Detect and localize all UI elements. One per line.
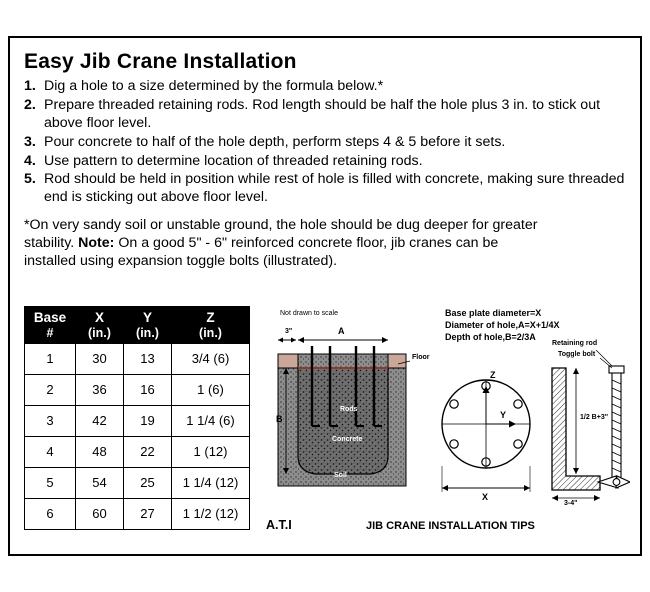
table-body — [25, 343, 250, 529]
step-text: Rod should be held in position while rest of hole is filled with concrete, making sure threaded end is sticking out above floor level. — [44, 171, 625, 206]
column-header-x-main: X — [94, 310, 104, 325]
step-number: 1. — [24, 78, 36, 94]
cell-base: 4 — [25, 436, 76, 467]
formula-base-plate-diameter: Base plate diameter=X — [445, 308, 542, 318]
label-circle-y: Y — [500, 410, 507, 420]
column-header-y-sub: (in.) — [136, 325, 159, 340]
label-half-b-plus-3: 1/2 B+3" — [580, 414, 609, 421]
page-title: Easy Jib Crane Installation — [24, 50, 297, 73]
column-header-base-sub: # — [46, 325, 54, 340]
cell-z: 1 1/4 (6) — [172, 405, 250, 436]
label-hole-depth-b: B — [276, 414, 283, 424]
step-item — [24, 171, 626, 207]
toggle-bolt-detail — [552, 350, 630, 501]
label-concrete: Concrete — [332, 436, 363, 443]
label-retaining-rod: Retaining rod — [552, 340, 598, 347]
column-header-base — [25, 307, 76, 344]
step-number: 5. — [24, 171, 36, 188]
cell-z: 1 (6) — [172, 374, 250, 405]
brand-label: A.T.I — [266, 518, 292, 532]
column-header-y-main: Y — [143, 310, 153, 325]
cell-base: 5 — [25, 467, 76, 498]
footnote-line-3: installed using expansion toggle bolts (illustrated). — [24, 253, 338, 270]
table-row — [25, 405, 250, 436]
cell-x: 30 — [75, 343, 123, 374]
lower-section — [24, 306, 630, 546]
cell-y: 16 — [124, 374, 172, 405]
cell-y: 22 — [124, 436, 172, 467]
cell-y: 27 — [124, 498, 172, 529]
table-row — [25, 374, 250, 405]
formula-hole-depth: Depth of hole,B=2/3A — [445, 332, 536, 342]
label-rods: Rods — [340, 406, 358, 413]
cell-y: 13 — [124, 343, 172, 374]
cell-base: 2 — [25, 374, 76, 405]
cell-z: 1 1/4 (12) — [172, 467, 250, 498]
table-header-row — [25, 307, 250, 344]
cell-x: 54 — [75, 467, 123, 498]
note-label: Note: — [78, 235, 115, 252]
step-item — [24, 153, 626, 171]
step-item — [24, 78, 626, 96]
cell-base: 1 — [25, 343, 76, 374]
step-text: Pour concrete to half of the hole depth, perform steps 4 & 5 before it sets. — [44, 133, 506, 150]
column-header-z-sub: (in.) — [199, 325, 222, 340]
cell-x: 60 — [75, 498, 123, 529]
label-not-to-scale: Not drawn to scale — [280, 310, 338, 317]
table-row — [25, 343, 250, 374]
instruction-card — [8, 36, 642, 556]
label-3-4-in: 3-4" — [564, 500, 578, 507]
cell-base: 3 — [25, 405, 76, 436]
cell-z: 1 (12) — [172, 436, 250, 467]
table-head — [25, 307, 250, 344]
footnote-line-2-pre: stability. — [24, 235, 79, 252]
footnote-line-2-post: On a good 5" - 6" reinforced concrete floor, jib cranes can be — [114, 235, 499, 252]
cell-base: 6 — [25, 498, 76, 529]
table-row — [25, 498, 250, 529]
column-header-base-main: Base — [33, 310, 67, 325]
column-header-x — [75, 307, 123, 344]
base-plate-plan — [442, 380, 530, 492]
base-dimensions-table — [24, 306, 250, 530]
diagram-caption: JIB CRANE INSTALLATION TIPS — [366, 520, 535, 532]
cell-x: 42 — [75, 405, 123, 436]
column-header-z-main: Z — [206, 310, 215, 325]
step-item — [24, 134, 626, 152]
cell-x: 48 — [75, 436, 123, 467]
formula-hole-diameter: Diameter of hole,A=X+1/4X — [445, 320, 560, 330]
step-number: 2. — [24, 96, 36, 113]
label-3in-top: 3" — [285, 328, 293, 335]
step-text: Dig a hole to a size determined by the formula below.* — [44, 78, 384, 94]
label-hole-diameter-a: A — [338, 326, 345, 336]
column-header-z — [172, 307, 250, 344]
steps-list — [24, 78, 626, 207]
step-text: Prepare threaded retaining rods. Rod length should be half the hole plus 3 in. to stick out above floor level. — [44, 96, 601, 131]
cell-y: 25 — [124, 467, 172, 498]
cell-x: 36 — [75, 374, 123, 405]
step-number: 3. — [24, 133, 36, 150]
label-floor: Floor — [412, 354, 430, 361]
footnote-block — [24, 217, 626, 271]
label-circle-z: Z — [490, 370, 496, 380]
table-row — [25, 467, 250, 498]
step-item — [24, 97, 626, 133]
column-header-y — [124, 307, 172, 344]
cell-z: 3/4 (6) — [172, 343, 250, 374]
cell-z: 1 1/2 (12) — [172, 498, 250, 529]
footnote-line-2 — [24, 235, 626, 253]
cell-y: 19 — [124, 405, 172, 436]
footnote-line-1: *On very sandy soil or unstable ground, the hole should be dug deeper for greater — [24, 217, 538, 234]
installation-diagram — [260, 306, 630, 542]
table-row — [25, 436, 250, 467]
column-header-x-sub: (in.) — [88, 325, 111, 340]
step-number: 4. — [24, 152, 36, 169]
step-text: Use pattern to determine location of threaded retaining rods. — [44, 152, 423, 169]
label-soil: Soil — [334, 472, 347, 479]
label-circle-x: X — [482, 492, 489, 502]
label-toggle-bolt: Toggle bolt — [558, 351, 596, 358]
